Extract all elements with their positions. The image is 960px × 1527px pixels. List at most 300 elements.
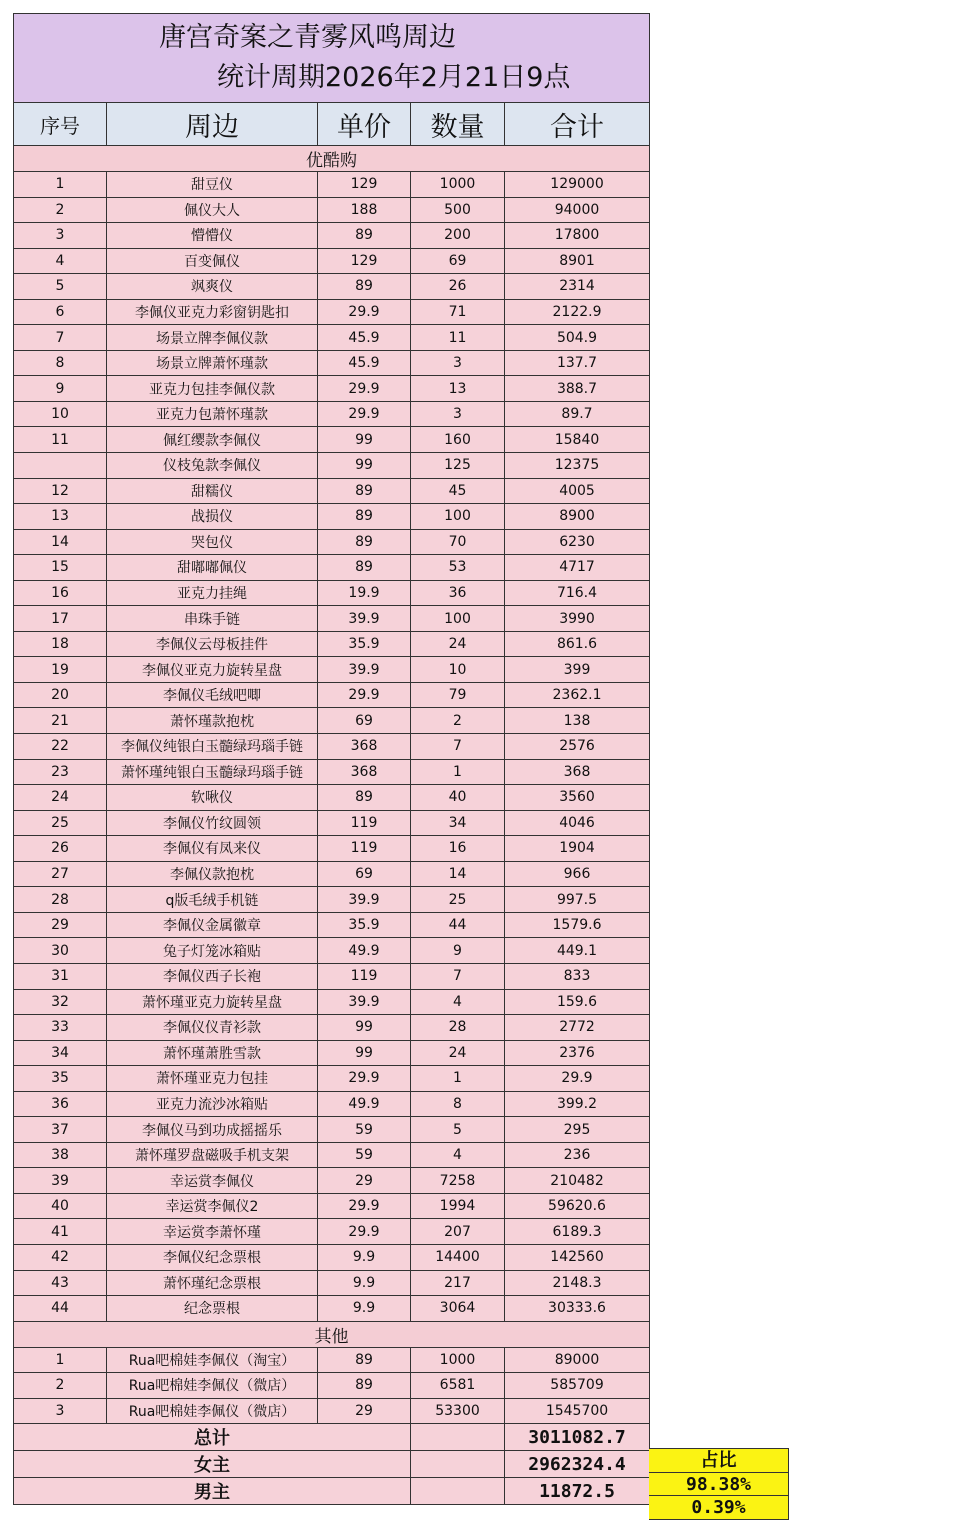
cell-index: 30 [14,938,107,964]
cell-total: 716.4 [505,580,650,606]
cell-name: 串珠手链 [107,606,318,632]
cell-total: 2314 [505,274,650,300]
table-row [14,376,650,402]
cell-index: 42 [14,1244,107,1270]
cell-name: 李佩仪马到功成摇摇乐 [107,1117,318,1143]
cell-index: 28 [14,887,107,913]
title-row [14,14,650,103]
section-label: 其他 [14,1321,650,1347]
table-row [14,606,650,632]
cell-price: 69 [318,861,411,887]
cell-quantity: 40 [411,785,505,811]
cell-price: 35.9 [318,912,411,938]
cell-index: 34 [14,1040,107,1066]
cell-index: 3 [14,223,107,249]
cell-index: 25 [14,810,107,836]
cell-name: 佩红缨款李佩仪 [107,427,318,453]
cell-total: 138 [505,708,650,734]
female-spacer [411,1451,505,1478]
ratio-header: 占比 [649,1448,789,1473]
table-row [14,1168,650,1194]
cell-index: 4 [14,248,107,274]
cell-total: 12375 [505,453,650,479]
cell-quantity: 14400 [411,1244,505,1270]
total-value: 3011082.7 [505,1424,650,1451]
cell-quantity: 125 [411,453,505,479]
cell-total: 4005 [505,478,650,504]
cell-name: 李佩仪款抱枕 [107,861,318,887]
cell-price: 129 [318,172,411,198]
cell-name: Rua吧棉娃李佩仪（淘宝） [107,1347,318,1373]
cell-name: 甜豆仪 [107,172,318,198]
cell-quantity: 24 [411,1040,505,1066]
cell-quantity: 9 [411,938,505,964]
cell-total: 997.5 [505,887,650,913]
cell-quantity: 11 [411,325,505,351]
table-row [14,299,650,325]
cell-price: 19.9 [318,580,411,606]
male-value: 11872.5 [505,1478,650,1505]
cell-quantity: 6581 [411,1373,505,1399]
cell-total: 6189.3 [505,1219,650,1245]
header-index: 序号 [14,103,107,146]
cell-index: 3 [14,1398,107,1424]
cell-total: 236 [505,1142,650,1168]
cell-price: 29.9 [318,1193,411,1219]
table-row [14,708,650,734]
table-row [14,785,650,811]
cell-index: 15 [14,555,107,581]
cell-index: 18 [14,631,107,657]
header-row [14,103,650,146]
cell-total: 2772 [505,1015,650,1041]
cell-name: 李佩仪亚克力彩窗钥匙扣 [107,299,318,325]
table-row [14,682,650,708]
cell-price: 89 [318,1373,411,1399]
cell-index: 20 [14,682,107,708]
cell-quantity: 1 [411,1066,505,1092]
table-row [14,1091,650,1117]
cell-price: 9.9 [318,1270,411,1296]
cell-total: 3560 [505,785,650,811]
table-row [14,861,650,887]
table-row [14,887,650,913]
cell-total: 129000 [505,172,650,198]
cell-name: 萧怀瑾萧胜雪款 [107,1040,318,1066]
table-row [14,325,650,351]
cell-name: 幸运赏李佩仪 [107,1168,318,1194]
cell-total: 2376 [505,1040,650,1066]
cell-index: 9 [14,376,107,402]
table-row [14,810,650,836]
cell-price: 89 [318,504,411,530]
cell-price: 39.9 [318,887,411,913]
table-row [14,504,650,530]
total-label: 总计 [14,1424,411,1451]
cell-name: 兔子灯笼冰箱贴 [107,938,318,964]
cell-index: 32 [14,989,107,1015]
cell-quantity: 7258 [411,1168,505,1194]
cell-index: 29 [14,912,107,938]
cell-price: 99 [318,1040,411,1066]
cell-total: 368 [505,759,650,785]
total-spacer [411,1424,505,1451]
cell-total: 2148.3 [505,1270,650,1296]
cell-total: 89000 [505,1347,650,1373]
cell-total: 4717 [505,555,650,581]
cell-quantity: 53300 [411,1398,505,1424]
cell-total: 2122.9 [505,299,650,325]
table-row [14,427,650,453]
cell-name: 李佩仪西子长袍 [107,963,318,989]
cell-name: 甜嘟嘟佩仪 [107,555,318,581]
female-value: 2962324.4 [505,1451,650,1478]
cell-total: 59620.6 [505,1193,650,1219]
cell-total: 8901 [505,248,650,274]
cell-quantity: 2 [411,708,505,734]
merch-table [13,13,650,1505]
table-row [14,1219,650,1245]
cell-quantity: 3 [411,350,505,376]
cell-name: Rua吧棉娃李佩仪（微店） [107,1373,318,1399]
table-row [14,1040,650,1066]
cell-price: 89 [318,555,411,581]
cell-price: 89 [318,785,411,811]
sheet-title [14,14,650,103]
cell-total: 137.7 [505,350,650,376]
cell-quantity: 10 [411,657,505,683]
cell-name: 场景立牌萧怀瑾款 [107,350,318,376]
table-row [14,401,650,427]
cell-quantity: 5 [411,1117,505,1143]
male-label: 男主 [14,1478,411,1505]
cell-total: 504.9 [505,325,650,351]
cell-price: 49.9 [318,938,411,964]
cell-index: 38 [14,1142,107,1168]
cell-price: 29.9 [318,376,411,402]
cell-quantity: 26 [411,274,505,300]
header-quantity: 数量 [411,103,505,146]
cell-total: 399.2 [505,1091,650,1117]
cell-index: 19 [14,657,107,683]
table-row [14,657,650,683]
cell-index [14,453,107,479]
cell-total: 3990 [505,606,650,632]
cell-index: 16 [14,580,107,606]
table-row [14,1398,650,1424]
cell-quantity: 200 [411,223,505,249]
section-header [14,1321,650,1347]
cell-index: 2 [14,197,107,223]
table-row [14,580,650,606]
cell-price: 99 [318,453,411,479]
table-row [14,248,650,274]
cell-total: 966 [505,861,650,887]
table-row [14,172,650,198]
cell-price: 45.9 [318,325,411,351]
title-line-2: 统计周期2026年2月21日9点 [217,62,571,93]
cell-index: 44 [14,1296,107,1322]
cell-name: 李佩仪金属徽章 [107,912,318,938]
table-row [14,631,650,657]
cell-index: 17 [14,606,107,632]
section-label: 优酷购 [14,146,650,172]
cell-quantity: 1000 [411,1347,505,1373]
cell-index: 22 [14,734,107,760]
cell-total: 17800 [505,223,650,249]
table-row [14,836,650,862]
male-spacer [411,1478,505,1505]
table-row [14,989,650,1015]
table-row [14,1142,650,1168]
table-row [14,529,650,555]
cell-name: 萧怀瑾纪念票根 [107,1270,318,1296]
female-ratio: 98.38% [649,1472,789,1497]
cell-price: 368 [318,734,411,760]
table-row [14,1270,650,1296]
cell-quantity: 25 [411,887,505,913]
table-row [14,734,650,760]
table-row [14,963,650,989]
cell-quantity: 71 [411,299,505,325]
cell-price: 89 [318,274,411,300]
cell-quantity: 70 [411,529,505,555]
cell-name: 亚克力流沙冰箱贴 [107,1091,318,1117]
cell-index: 10 [14,401,107,427]
cell-name: 甜糯仪 [107,478,318,504]
table-row [14,223,650,249]
cell-total: 8900 [505,504,650,530]
cell-index: 43 [14,1270,107,1296]
cell-index: 31 [14,963,107,989]
cell-name: 亚克力挂绳 [107,580,318,606]
cell-index: 23 [14,759,107,785]
cell-price: 99 [318,1015,411,1041]
header-price: 单价 [318,103,411,146]
cell-total: 159.6 [505,989,650,1015]
cell-total: 585709 [505,1373,650,1399]
table-row [14,759,650,785]
cell-price: 89 [318,529,411,555]
female-row [14,1451,650,1478]
header-name: 周边 [107,103,318,146]
cell-quantity: 44 [411,912,505,938]
cell-price: 59 [318,1142,411,1168]
cell-name: 李佩仪竹纹圆领 [107,810,318,836]
cell-total: 1545700 [505,1398,650,1424]
ratio-column [649,1448,789,1520]
total-row [14,1424,650,1451]
cell-quantity: 207 [411,1219,505,1245]
cell-quantity: 217 [411,1270,505,1296]
cell-quantity: 1 [411,759,505,785]
cell-index: 39 [14,1168,107,1194]
table-row [14,912,650,938]
cell-index: 7 [14,325,107,351]
table-row [14,1066,650,1092]
cell-total: 210482 [505,1168,650,1194]
cell-quantity: 34 [411,810,505,836]
cell-price: 129 [318,248,411,274]
cell-index: 33 [14,1015,107,1041]
cell-quantity: 4 [411,989,505,1015]
cell-name: 飒爽仪 [107,274,318,300]
male-row [14,1478,650,1505]
cell-quantity: 16 [411,836,505,862]
cell-index: 35 [14,1066,107,1092]
cell-index: 5 [14,274,107,300]
cell-index: 40 [14,1193,107,1219]
cell-name: 软啾仪 [107,785,318,811]
cell-name: 李佩仪仪青衫款 [107,1015,318,1041]
cell-index: 26 [14,836,107,862]
cell-name: 仪枝兔款李佩仪 [107,453,318,479]
cell-total: 29.9 [505,1066,650,1092]
cell-quantity: 7 [411,734,505,760]
cell-quantity: 100 [411,606,505,632]
cell-name: 亚克力包萧怀瑾款 [107,401,318,427]
cell-quantity: 160 [411,427,505,453]
cell-price: 35.9 [318,631,411,657]
cell-name: 幸运赏李萧怀瑾 [107,1219,318,1245]
cell-quantity: 4 [411,1142,505,1168]
cell-total: 4046 [505,810,650,836]
cell-price: 119 [318,810,411,836]
cell-quantity: 3 [411,401,505,427]
cell-total: 30333.6 [505,1296,650,1322]
cell-name: 懵懵仪 [107,223,318,249]
cell-price: 9.9 [318,1296,411,1322]
cell-price: 29 [318,1168,411,1194]
cell-quantity: 1000 [411,172,505,198]
cell-price: 29.9 [318,1066,411,1092]
cell-price: 69 [318,708,411,734]
cell-name: 李佩仪纯银白玉髓绿玛瑙手链 [107,734,318,760]
table-row [14,1296,650,1322]
cell-price: 119 [318,836,411,862]
cell-total: 89.7 [505,401,650,427]
cell-total: 388.7 [505,376,650,402]
cell-name: Rua吧棉娃李佩仪（微店） [107,1398,318,1424]
table-row [14,1244,650,1270]
table-row [14,478,650,504]
cell-index: 21 [14,708,107,734]
cell-name: 百变佩仪 [107,248,318,274]
cell-name: 李佩仪纪念票根 [107,1244,318,1270]
cell-quantity: 500 [411,197,505,223]
cell-price: 89 [318,1347,411,1373]
table-row [14,1373,650,1399]
cell-price: 89 [318,478,411,504]
cell-price: 45.9 [318,350,411,376]
table-row [14,1015,650,1041]
cell-quantity: 1994 [411,1193,505,1219]
cell-quantity: 28 [411,1015,505,1041]
cell-price: 49.9 [318,1091,411,1117]
cell-name: 亚克力包挂李佩仪款 [107,376,318,402]
cell-total: 1904 [505,836,650,862]
cell-price: 99 [318,427,411,453]
cell-total: 449.1 [505,938,650,964]
cell-index: 1 [14,172,107,198]
cell-total: 94000 [505,197,650,223]
cell-name: 战损仪 [107,504,318,530]
cell-quantity: 3064 [411,1296,505,1322]
cell-price: 59 [318,1117,411,1143]
cell-index: 13 [14,504,107,530]
cell-price: 89 [318,223,411,249]
cell-index: 2 [14,1373,107,1399]
cell-name: 李佩仪亚克力旋转星盘 [107,657,318,683]
cell-name: 李佩仪有凤来仪 [107,836,318,862]
cell-price: 39.9 [318,657,411,683]
stats-sheet [13,13,649,1505]
cell-total: 833 [505,963,650,989]
header-total: 合计 [505,103,650,146]
cell-price: 29 [318,1398,411,1424]
cell-name: 李佩仪毛绒吧唧 [107,682,318,708]
cell-quantity: 100 [411,504,505,530]
cell-name: q版毛绒手机链 [107,887,318,913]
cell-total: 295 [505,1117,650,1143]
cell-name: 幸运赏李佩仪2 [107,1193,318,1219]
cell-total: 861.6 [505,631,650,657]
cell-price: 29.9 [318,682,411,708]
cell-index: 11 [14,427,107,453]
cell-price: 188 [318,197,411,223]
cell-price: 29.9 [318,299,411,325]
cell-index: 8 [14,350,107,376]
cell-name: 李佩仪云母板挂件 [107,631,318,657]
cell-name: 萧怀瑾亚克力包挂 [107,1066,318,1092]
cell-index: 27 [14,861,107,887]
cell-price: 29.9 [318,1219,411,1245]
cell-quantity: 79 [411,682,505,708]
cell-index: 12 [14,478,107,504]
cell-index: 6 [14,299,107,325]
cell-total: 2362.1 [505,682,650,708]
cell-quantity: 24 [411,631,505,657]
female-label: 女主 [14,1451,411,1478]
cell-total: 15840 [505,427,650,453]
table-row [14,197,650,223]
cell-index: 36 [14,1091,107,1117]
table-row [14,555,650,581]
cell-price: 368 [318,759,411,785]
table-row [14,1193,650,1219]
cell-index: 41 [14,1219,107,1245]
table-row [14,453,650,479]
cell-name: 萧怀瑾纯银白玉髓绿玛瑙手链 [107,759,318,785]
cell-quantity: 69 [411,248,505,274]
cell-quantity: 8 [411,1091,505,1117]
male-ratio: 0.39% [649,1495,789,1520]
cell-name: 场景立牌李佩仪款 [107,325,318,351]
cell-total: 142560 [505,1244,650,1270]
table-row [14,350,650,376]
cell-price: 9.9 [318,1244,411,1270]
cell-index: 14 [14,529,107,555]
cell-quantity: 53 [411,555,505,581]
cell-total: 2576 [505,734,650,760]
cell-quantity: 13 [411,376,505,402]
cell-price: 39.9 [318,989,411,1015]
cell-name: 萧怀瑾亚克力旋转星盘 [107,989,318,1015]
cell-quantity: 36 [411,580,505,606]
cell-total: 1579.6 [505,912,650,938]
cell-price: 39.9 [318,606,411,632]
table-row [14,1117,650,1143]
